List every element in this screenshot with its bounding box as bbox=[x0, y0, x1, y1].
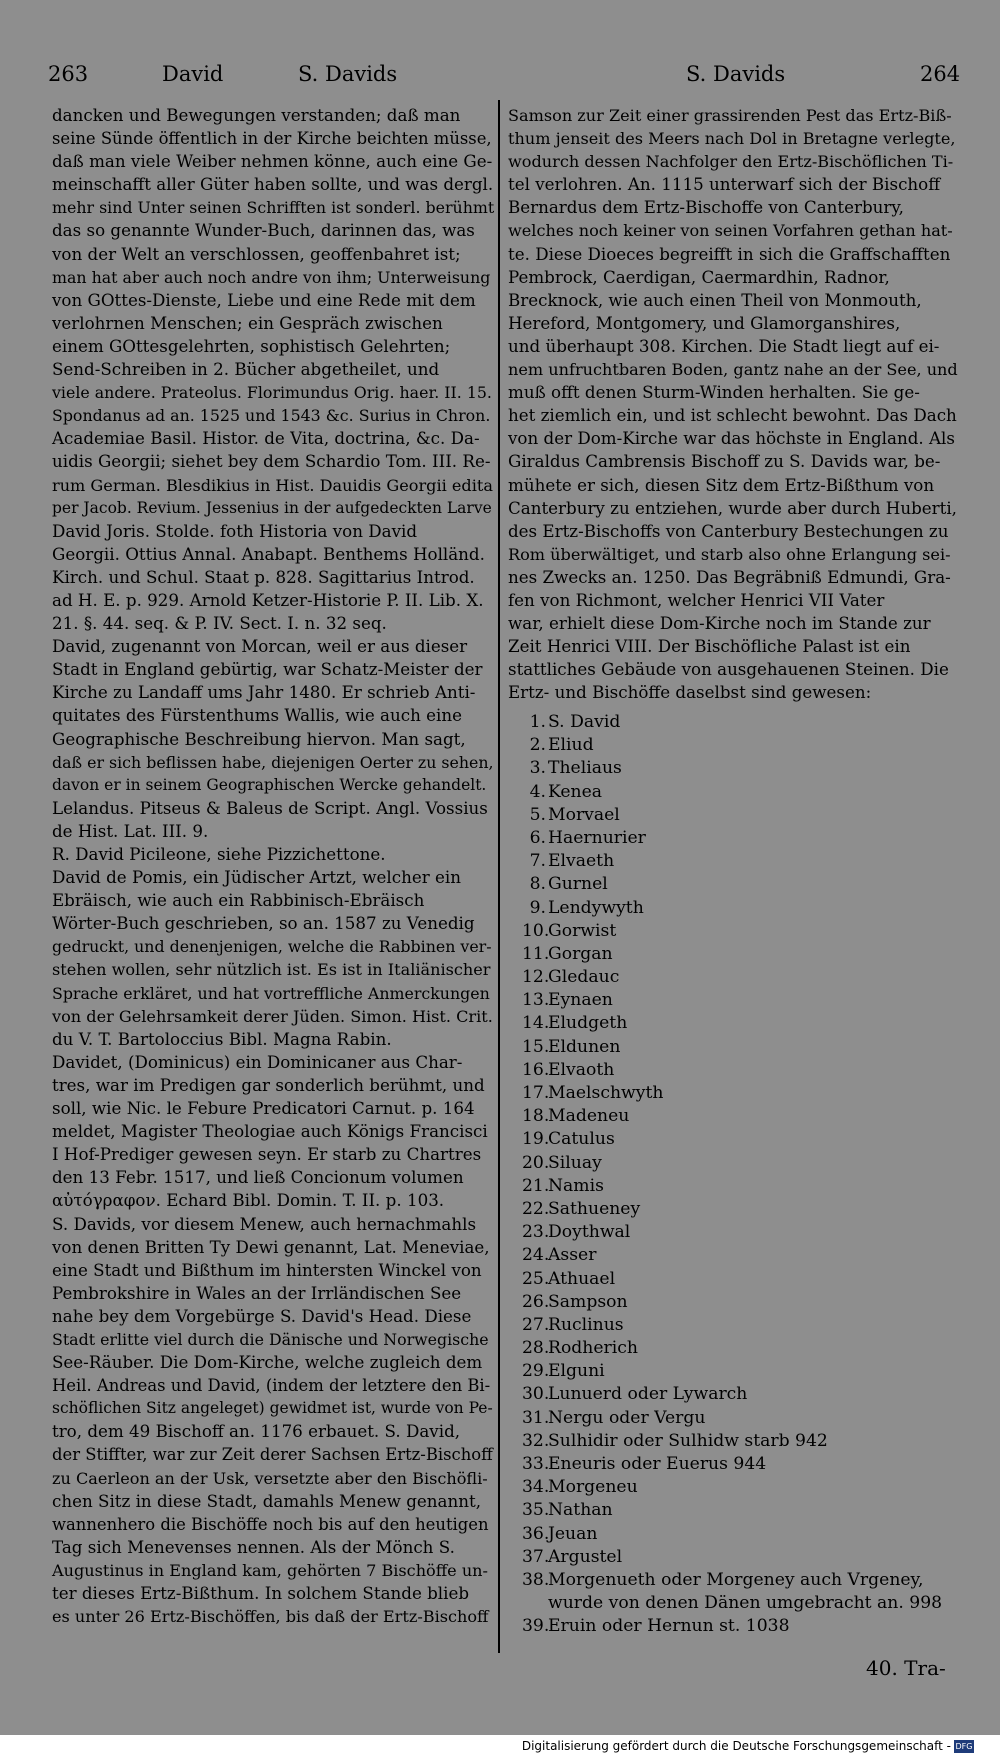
list-item bbox=[522, 1198, 942, 1221]
text-line: mehr sind Unter seinen Schrifften ist sonderl. berühmt bbox=[52, 198, 495, 218]
running-head-left-2: S. Davids bbox=[298, 62, 398, 86]
text-line: αὐτόγραφον. Echard Bibl. Domin. T. II. p. 103. bbox=[52, 1190, 445, 1211]
text-line: Stadt in England gebürtig, war Schatz-Meister der bbox=[52, 659, 483, 680]
bishop-name: Nergu oder Vergu bbox=[548, 1407, 706, 1428]
list-item bbox=[522, 1152, 942, 1175]
bishop-number: 30. bbox=[522, 1384, 550, 1405]
bishop-name: Morvael bbox=[548, 804, 620, 825]
list-item bbox=[522, 1337, 942, 1360]
list-item bbox=[522, 1221, 942, 1244]
bishop-name: Rodherich bbox=[548, 1338, 638, 1359]
text-line: seine Sünde öffentlich in der Kirche beichten müsse, bbox=[52, 129, 492, 149]
list-item bbox=[522, 804, 942, 827]
text-line: chen Sitz in diese Stadt, damahls Menew genannt, bbox=[52, 1490, 481, 1511]
bishop-name: Athuael bbox=[548, 1268, 616, 1289]
text-line: Lelandus. Pitseus & Baleus de Script. Angl. Vossius bbox=[52, 797, 488, 818]
bishop-number: 24. bbox=[522, 1245, 550, 1266]
text-line: David Joris. Stolde. foth Historia von David bbox=[52, 520, 418, 541]
column-divider bbox=[498, 100, 500, 1653]
text-line: daß er sich beflissen habe, diejenigen Oerter zu sehen, bbox=[52, 752, 494, 772]
bishop-name: Gorwist bbox=[548, 920, 617, 941]
list-item bbox=[522, 1523, 942, 1546]
bishop-name: Maelschwyth bbox=[548, 1083, 664, 1103]
bishop-name: Morgeneu bbox=[548, 1477, 638, 1498]
bishop-name: Eynaen bbox=[548, 990, 613, 1011]
bishop-number: 29. bbox=[522, 1361, 550, 1382]
list-item bbox=[522, 1360, 942, 1383]
text-line: Tag sich Menevenses nennen. Als der Mönch S. bbox=[52, 1536, 455, 1557]
text-line: See-Räuber. Die Dom-Kirche, welche zugleich dem bbox=[52, 1352, 483, 1373]
text-line: David de Pomis, ein Jüdischer Artzt, welcher ein bbox=[52, 867, 461, 888]
text-line: nes Zwecks an. 1250. Das Begräbniß Edmundi, Gra- bbox=[508, 566, 951, 587]
left-column bbox=[52, 104, 494, 1628]
text-line: S. Davids, vor diesem Menew, auch hernachmahls bbox=[52, 1213, 477, 1234]
bishop-name: Elguni bbox=[548, 1361, 605, 1382]
text-line: Academiae Basil. Histor. de Vita, doctrina, &c. Da- bbox=[52, 428, 480, 449]
text-line: per Jacob. Revium. Jessenius in der aufgedeckten Larve bbox=[52, 498, 492, 517]
list-item bbox=[522, 1546, 942, 1569]
text-line: David, zugenannt von Morcan, weil er aus dieser bbox=[52, 636, 468, 657]
running-head-left: David bbox=[162, 62, 224, 86]
bishop-number: 34. bbox=[522, 1477, 550, 1498]
bishop-number: 27. bbox=[522, 1314, 550, 1335]
bishop-number: 3. bbox=[529, 758, 546, 779]
text-line: Bernardus dem Ertz-Bischoffe von Canterbury, bbox=[508, 197, 904, 218]
text-line: het ziemlich ein, und ist schlecht bewohnt. Das Dach bbox=[508, 405, 957, 426]
bishop-number: 5. bbox=[529, 804, 546, 825]
list-item bbox=[522, 781, 942, 804]
text-line: wodurch dessen Nachfolger den Ertz-Bischöflichen Ti- bbox=[508, 152, 954, 172]
bishop-number: 15. bbox=[522, 1036, 550, 1057]
list-item bbox=[522, 1036, 942, 1059]
text-line: tres, war im Predigen gar sonderlich berühmt, und bbox=[52, 1074, 485, 1095]
bishop-number: 1. bbox=[529, 712, 546, 732]
text-line: schöflichen Sitz angeleget) gewidmet ist, wurde von Pe- bbox=[52, 1399, 493, 1418]
bishop-name: Lendywyth bbox=[548, 897, 644, 918]
bishop-number: 39. bbox=[522, 1616, 550, 1637]
text-line: 21. §. 44. seq. & P. IV. Sect. I. n. 32 seq. bbox=[52, 613, 387, 634]
bishop-name: Haernurier bbox=[548, 827, 646, 848]
text-line: tel verlohren. An. 1115 unterwarf sich der Bischoff bbox=[508, 174, 941, 195]
text-line: Samson zur Zeit einer grassirenden Pest das Ertz-Biß- bbox=[508, 106, 952, 125]
bishop-number: 4. bbox=[529, 781, 546, 802]
list-item bbox=[522, 827, 942, 850]
bishop-name: Kenea bbox=[548, 781, 603, 802]
bishop-name: Eludgeth bbox=[548, 1013, 628, 1034]
bishop-number: 38. bbox=[522, 1569, 550, 1590]
text-line: I Hof-Prediger gewesen seyn. Er starb zu Chartres bbox=[52, 1144, 482, 1165]
list-item bbox=[522, 1569, 942, 1592]
bishop-number: 26. bbox=[522, 1291, 550, 1312]
text-line: dancken und Bewegungen verstanden; daß man bbox=[52, 105, 461, 125]
text-line: davon er in seinem Geographischen Wercke gehandelt. bbox=[52, 775, 487, 794]
bishop-name: Eliud bbox=[548, 735, 594, 756]
text-line: rum German. Blesdikius in Hist. Dauidis Georgii edita bbox=[52, 475, 493, 495]
list-item bbox=[522, 1128, 942, 1151]
footer-credit bbox=[522, 1735, 974, 1758]
bishop-number: 35. bbox=[522, 1500, 550, 1521]
list-item bbox=[522, 1499, 942, 1522]
text-line: R. David Picileone, siehe Pizzichettone. bbox=[52, 844, 386, 864]
text-line: du V. T. Bartoloccius Bibl. Magna Rabin. bbox=[52, 1028, 392, 1049]
text-line: der Stiffter, war zur Zeit derer Sachsen Ertz-Bischoff bbox=[52, 1445, 493, 1465]
bishop-number: 22. bbox=[522, 1198, 550, 1219]
bishop-number: 17. bbox=[522, 1083, 550, 1103]
bishop-name: Elvaeth bbox=[548, 851, 615, 872]
bishop-number: 10. bbox=[522, 920, 550, 941]
dfg-logo: DFG bbox=[955, 1742, 973, 1751]
bishop-name: Gledauc bbox=[548, 967, 620, 988]
text-line: zu Caerleon an der Usk, versetzte aber den Bischöfli- bbox=[52, 1468, 488, 1488]
text-line: Hereford, Montgomery, und Glamorganshires, bbox=[508, 312, 901, 333]
text-line: viele andere. Prateolus. Florimundus Orig. haer. II. 15. bbox=[52, 383, 492, 403]
text-line: fen von Richmont, welcher Henrici VII Vater bbox=[508, 589, 885, 610]
list-item bbox=[522, 943, 942, 966]
bishop-list bbox=[522, 711, 942, 1639]
list-item bbox=[522, 1012, 942, 1035]
page-number-left: 263 bbox=[48, 62, 89, 86]
text-line: welches noch keiner von seinen Vorfahren gethan hat- bbox=[508, 221, 953, 241]
list-item bbox=[522, 1291, 942, 1314]
text-line: eine Stadt und Bißthum im hintersten Winckel von bbox=[52, 1259, 482, 1280]
right-column bbox=[508, 104, 958, 704]
page-number-right: 264 bbox=[920, 62, 961, 86]
list-item bbox=[522, 711, 942, 734]
list-item bbox=[522, 989, 942, 1012]
footer-bar bbox=[0, 1735, 1000, 1758]
text-line: meinschafft aller Güter haben sollte, und was dergl. bbox=[52, 174, 494, 195]
text-line: einem GOttesgelehrten, sophistisch Gelehrten; bbox=[52, 335, 451, 356]
bishop-name: Eruin oder Hernun st. 1038 bbox=[548, 1616, 790, 1637]
catchword: 40. Tra- bbox=[866, 1656, 946, 1680]
text-line: Wörter-Buch geschrieben, so an. 1587 zu Venedig bbox=[52, 913, 475, 934]
list-item bbox=[522, 1383, 942, 1406]
bishop-name: Morgenueth oder Morgeney auch Vrgeney, bbox=[548, 1569, 924, 1590]
list-item bbox=[522, 850, 942, 873]
text-line: Giraldus Cambrensis Bischoff zu S. Davids war, be- bbox=[508, 451, 941, 472]
list-item bbox=[522, 1082, 942, 1105]
text-line: war, erhielt diese Dom-Kirche noch im Stande zur bbox=[508, 613, 931, 634]
text-line: man hat aber auch noch andre von ihm; Unterweisung bbox=[52, 267, 491, 287]
footer-text: Digitalisierung gefördert durch die Deutsche Forschungsgemeinschaft - bbox=[521, 1739, 951, 1753]
list-item bbox=[522, 966, 942, 989]
bishop-number: 16. bbox=[522, 1059, 550, 1080]
bishop-name: wurde von denen Dänen umgebracht an. 998 bbox=[548, 1593, 943, 1614]
list-item bbox=[522, 873, 942, 896]
bishop-number: 31. bbox=[522, 1407, 550, 1428]
bishop-number: 37. bbox=[522, 1546, 550, 1567]
text-line: meldet, Magister Theologiae auch Königs Francisci bbox=[52, 1121, 488, 1142]
list-item bbox=[522, 757, 942, 780]
bishop-number: 32. bbox=[522, 1430, 550, 1451]
text-line: Heil. Andreas und David, (indem der letztere den Bi- bbox=[52, 1376, 491, 1396]
text-line: Kirch. und Schul. Staat p. 828. Sagittarius Introd. bbox=[52, 566, 475, 587]
text-line: Stadt erlitte viel durch die Dänische und Norwegische bbox=[52, 1329, 489, 1349]
bishop-number: 36. bbox=[522, 1523, 550, 1544]
text-line: Zeit Henrici VIII. Der Bischöfliche Palast ist ein bbox=[508, 636, 911, 657]
bishop-number: 11. bbox=[522, 943, 550, 964]
bishop-name: Elvaoth bbox=[548, 1059, 615, 1080]
bishop-name: Madeneu bbox=[548, 1106, 630, 1127]
text-line: muß offt denen Sturm-Winden herhalten. Sie ge- bbox=[508, 382, 920, 403]
text-line: uidis Georgii; siehet bey dem Schardio Tom. III. Re- bbox=[52, 451, 491, 472]
bishop-number: 8. bbox=[529, 874, 546, 895]
text-line: thum jenseit des Meers nach Dol in Bretagne verlegte, bbox=[508, 129, 956, 149]
text-line: Spondanus ad an. 1525 und 1543 &c. Surius in Chron. bbox=[52, 406, 491, 426]
text-line: de Hist. Lat. III. 9. bbox=[52, 820, 209, 841]
list-item bbox=[522, 1105, 942, 1128]
text-line: es unter 26 Ertz-Bischöffen, bis daß der Ertz-Bischoff bbox=[52, 1607, 489, 1627]
list-item bbox=[522, 897, 942, 920]
bishop-name: Ruclinus bbox=[548, 1314, 624, 1335]
text-line: das so genannte Wunder-Buch, darinnen das, was bbox=[52, 220, 475, 241]
text-line: tro, dem 49 Bischoff an. 1176 erbauet. S. David, bbox=[52, 1421, 461, 1442]
text-line: daß man viele Weiber nehmen könne, auch eine Ge- bbox=[52, 151, 493, 172]
list-item bbox=[522, 1059, 942, 1082]
text-line: von der Dom-Kirche war das höchste in England. Als bbox=[508, 428, 955, 449]
text-line: von denen Britten Ty Dewi genannt, Lat. Meneviae, bbox=[52, 1236, 490, 1257]
text-line: von der Gelehrsamkeit derer Jüden. Simon. Hist. Crit. bbox=[52, 1006, 493, 1026]
bishop-number: 33. bbox=[522, 1454, 550, 1474]
text-line: Davidet, (Dominicus) ein Dominicaner aus Char- bbox=[52, 1051, 463, 1072]
bishop-name: Namis bbox=[548, 1175, 604, 1196]
bishop-name: Siluay bbox=[548, 1152, 602, 1173]
bishop-name: Eneuris oder Euerus 944 bbox=[548, 1454, 767, 1474]
text-line: verlohrnen Menschen; ein Gespräch zwischen bbox=[52, 312, 443, 333]
bishop-number: 25. bbox=[522, 1268, 550, 1289]
text-line: soll, wie Nic. le Febure Predicatori Carnut. p. 164 bbox=[52, 1098, 475, 1119]
list-item bbox=[522, 1615, 942, 1638]
text-line: Geographische Beschreibung hiervon. Man sagt, bbox=[52, 728, 466, 749]
text-line: Ebräisch, wie auch ein Rabbinisch-Ebräisch bbox=[52, 890, 425, 911]
bishop-name: Gurnel bbox=[548, 874, 608, 895]
list-item bbox=[522, 1476, 942, 1499]
text-line: Sprache erkläret, und hat vortreffliche Anmerckungen bbox=[52, 983, 490, 1003]
text-line: Rom überwältiget, und starb also ohne Erlangung sei- bbox=[508, 544, 951, 564]
text-line: quitates des Fürstenthums Wallis, wie auch eine bbox=[52, 705, 462, 726]
bishop-name: Jeuan bbox=[548, 1523, 598, 1544]
text-line: ad H. E. p. 929. Arnold Ketzer-Historie P. II. Lib. X. bbox=[52, 589, 484, 610]
bishop-number: 21. bbox=[522, 1175, 550, 1196]
list-item bbox=[522, 1175, 942, 1198]
bishop-number: 13. bbox=[522, 990, 550, 1011]
list-item bbox=[522, 1268, 942, 1291]
text-line: mühete er sich, diesen Sitz dem Ertz-Bißthum von bbox=[508, 474, 935, 495]
text-line: ter dieses Ertz-Bißthum. In solchem Stande blieb bbox=[52, 1583, 470, 1603]
bishop-number: 9. bbox=[529, 897, 546, 918]
bishop-name: Nathan bbox=[548, 1500, 613, 1521]
bishop-number: 19. bbox=[522, 1129, 550, 1150]
text-line: und überhaupt 308. Kirchen. Die Stadt liegt auf ei- bbox=[508, 335, 940, 356]
bishop-name: Eldunen bbox=[548, 1036, 621, 1057]
text-line: Kirche zu Landaff ums Jahr 1480. Er schrieb Anti- bbox=[52, 682, 476, 703]
list-item bbox=[522, 1314, 942, 1337]
bishop-name: Catulus bbox=[548, 1129, 615, 1150]
list-item bbox=[522, 920, 942, 943]
bishop-number: 14. bbox=[522, 1013, 550, 1034]
bishop-number: 18. bbox=[522, 1106, 550, 1127]
bishop-name: Lunuerd oder Lywarch bbox=[548, 1384, 748, 1405]
list-item bbox=[522, 1244, 942, 1267]
bishop-number: 23. bbox=[522, 1222, 550, 1243]
bishop-number: 2. bbox=[529, 735, 546, 756]
text-line: Pembrock, Caerdigan, Caermardhin, Radnor, bbox=[508, 266, 890, 287]
bishop-number: 28. bbox=[522, 1338, 550, 1359]
bishop-name: Gorgan bbox=[548, 943, 613, 964]
bishop-name: Argustel bbox=[548, 1546, 623, 1567]
text-line: te. Diese Dioeces begreifft in sich die Graffschafften bbox=[508, 243, 951, 264]
bishop-name: Asser bbox=[548, 1245, 597, 1266]
text-line: Pembrokshire in Wales an der Irrländischen See bbox=[52, 1282, 462, 1303]
text-line: des Ertz-Bischoffs von Canterbury Bestechungen zu bbox=[508, 520, 949, 541]
list-item bbox=[522, 1407, 942, 1430]
text-line: gedruckt, und denenjenigen, welche die Rabbinen ver- bbox=[52, 937, 492, 957]
text-line: wannenhero die Bischöffe noch bis auf den heutigen bbox=[52, 1514, 489, 1534]
text-line: von GOttes-Dienste, Liebe und eine Rede mit dem bbox=[52, 289, 476, 310]
text-line: Ertz- und Bischöffe daselbst sind gewesen: bbox=[508, 682, 872, 703]
bishop-number: 12. bbox=[522, 967, 550, 988]
text-line: stattliches Gebäude von ausgehauenen Steinen. Die bbox=[508, 659, 949, 680]
list-item bbox=[522, 1430, 942, 1453]
list-item bbox=[522, 734, 942, 757]
bishop-name: Sulhidir oder Sulhidw starb 942 bbox=[548, 1430, 828, 1451]
bishop-name: Doythwal bbox=[548, 1222, 631, 1243]
text-line: Send-Schreiben in 2. Bücher abgetheilet, und bbox=[52, 359, 440, 380]
text-line: Canterbury zu entziehen, wurde aber durch Huberti, bbox=[508, 497, 957, 518]
list-item bbox=[522, 1592, 942, 1615]
text-line: Augustinus in England kam, gehörten 7 Bischöffe un- bbox=[52, 1560, 488, 1580]
bishop-name: Sampson bbox=[548, 1291, 628, 1312]
text-line: den 13 Febr. 1517, und ließ Concionum volumen bbox=[52, 1167, 464, 1188]
bishop-number: 20. bbox=[522, 1152, 550, 1173]
text-line: nahe bey dem Vorgebürge S. David's Head. Diese bbox=[52, 1305, 472, 1326]
bishop-name: Theliaus bbox=[548, 758, 622, 779]
text-line: nem unfruchtbaren Boden, gantz nahe an der See, und bbox=[508, 360, 958, 380]
bishop-number: 7. bbox=[529, 851, 546, 872]
text-line: Georgii. Ottius Annal. Anabapt. Benthems Holländ. bbox=[52, 543, 485, 564]
bishop-name: S. David bbox=[548, 712, 621, 732]
text-line: von der Welt an verschlossen, geoffenbahret ist; bbox=[52, 243, 461, 264]
bishop-name: Sathueney bbox=[548, 1198, 641, 1219]
text-line: Brecknock, wie auch einen Theil von Monmouth, bbox=[508, 289, 922, 310]
list-item bbox=[522, 1453, 942, 1476]
running-head-right: S. Davids bbox=[686, 62, 786, 86]
bishop-number: 6. bbox=[529, 827, 546, 848]
text-line: stehen wollen, sehr nützlich ist. Es ist in Italiänischer bbox=[52, 960, 491, 980]
